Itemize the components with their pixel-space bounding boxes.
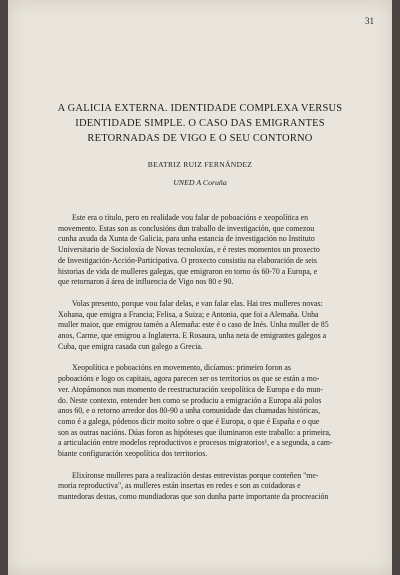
text-line: Xeopolítica e poboacións en movemento, dicíamos: primeiro foron as xyxy=(72,363,291,373)
paragraph xyxy=(58,299,375,353)
text-line: muller maior, que emigrou tamén a Alemaña: este é o caso de Inés. Unha muller de 85 xyxy=(58,320,329,330)
text-line: a articulación entre modelos reproductivos e procesos migratorios¹, e a segunda, a cam- xyxy=(58,438,333,448)
paragraph xyxy=(58,363,375,459)
text-line: cunha axuda da Xunta de Galicia, para unha estancia de investigación no Instituto xyxy=(58,234,315,244)
text-line: movemento. Estas son as conclusións dun traballo de investigación, que comezou xyxy=(58,223,315,233)
title-line: RETORNADAS DE VIGO E O SEU CONTORNO xyxy=(87,133,313,144)
paragraph xyxy=(58,213,375,288)
text-line: de Investigación-Acción-Participativa. O proxecto consistiu na elaboración de seis xyxy=(58,255,317,265)
text-line: biante configuración xeopolítica dos territorios. xyxy=(58,449,208,459)
text-line: Cuba, que emigra casada cun galego a Grecia. xyxy=(58,341,203,351)
text-line: son as outras nacións. Dúas foron as hipóteses que iluminaron este traballo: a primeira, xyxy=(58,427,331,437)
author-name: BEATRIZ RUIZ FERNÁNDEZ xyxy=(147,160,253,169)
text-line: Universitario de Socioloxía de Novas tecnoloxías, e é restes momentos un proxecto xyxy=(58,245,320,255)
text-line: moria reproductiva", as mulleres están insertas en redes e son as coidadoras e xyxy=(58,481,301,491)
text-line: historias de vida de mulleres galegas, que emigraron en torno ós 60-70 a Europa, e xyxy=(58,266,318,276)
text-line: Elixíronse mulleres para a realización destas entrevistas porque conteñen "me- xyxy=(72,470,319,480)
text-line: do. Neste contexto, entender ben como se produciu a emigración a Europa alá polos xyxy=(58,395,322,405)
text-line: que retornaron á área de influencia de Vigo nos 80 e 90. xyxy=(58,277,234,287)
text-line: Este era o título, pero en realidade vou falar de poboacións e xeopolítica en xyxy=(72,213,309,222)
paragraph xyxy=(58,471,375,503)
article-title xyxy=(38,101,362,146)
text-line: anos 60, e o retorno arredor dos 80-90 a unha comunidade das chamadas históricas, xyxy=(58,406,321,416)
text-line: poboacións e logo os capitais, agora parecen ser os territorios os que se están a mo- xyxy=(58,374,320,384)
text-line: Xohana, que emigra a Francia; Felisa, a Suiza; e Antonia, que foi a Alemaña. Unha xyxy=(58,309,319,319)
page-number: 31 xyxy=(365,16,374,26)
title-line: IDENTIDADE SIMPLE. O CASO DAS EMIGRANTES xyxy=(75,118,325,129)
text-line: Volas presento, porque vou falar delas, e van falar elas. Hai tres mulleres novas: xyxy=(72,298,323,308)
title-line: A GALICIA EXTERNA. IDENTIDADE COMPLEXA VERSUS xyxy=(57,103,343,114)
author-affiliation: UNED A Coruña xyxy=(173,178,227,187)
document-page xyxy=(8,0,392,575)
text-line: mantedoras destas, como mundiadoras que son dunha parte importante da procreación xyxy=(58,492,329,502)
text-line: ver. Atopámonos nun momento de reestructuración xeopolítica de Europa e do mun- xyxy=(58,384,323,394)
text-line: anos, Carme, que emigrou a Inglaterra. E Rosaura, unha neta de emigrantes galegos a xyxy=(58,331,327,341)
text-line: como é a galega, pódenos dicir moito sobre o que é Europa, o que é España e o que xyxy=(58,416,320,426)
article-body xyxy=(58,213,375,514)
